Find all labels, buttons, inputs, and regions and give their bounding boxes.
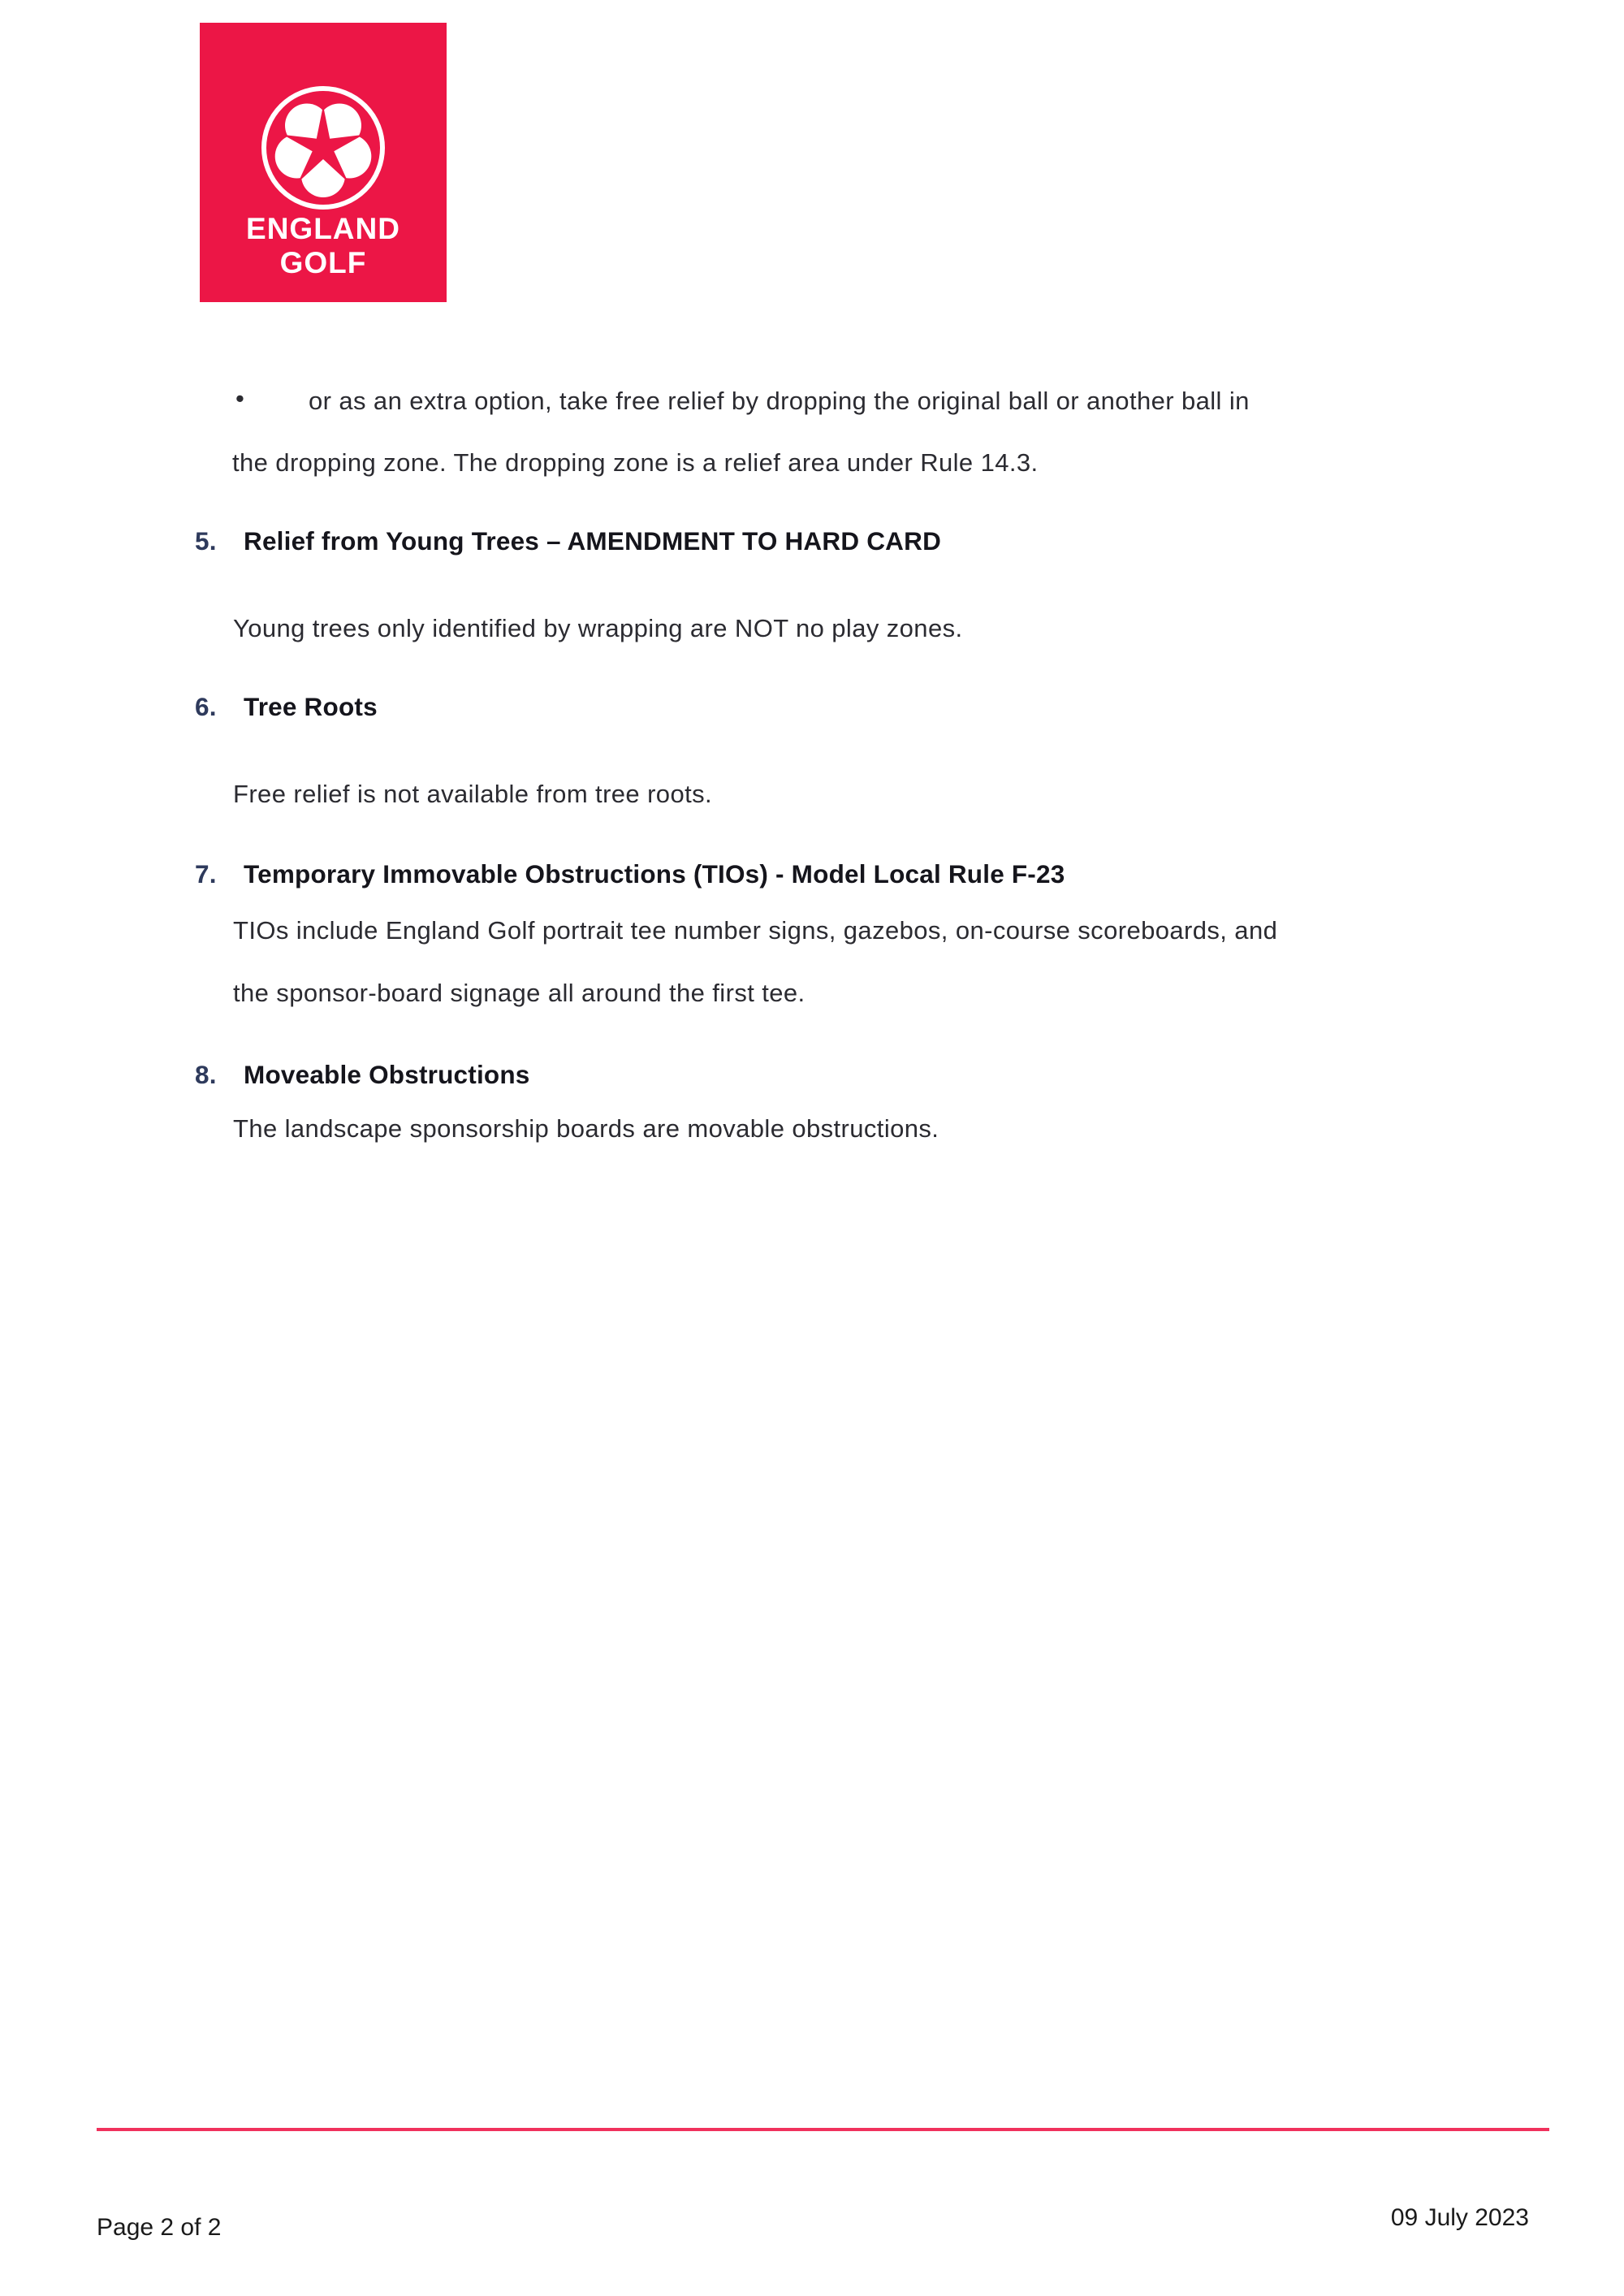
logo-wordmark (200, 212, 447, 280)
section-7-number: 7. (195, 859, 217, 889)
logo-line-golf: GOLF (279, 246, 367, 279)
page-number-label: Page 2 of 2 (97, 2214, 222, 2241)
section-6-body: Free relief is not available from tree roots. (233, 780, 713, 808)
section-5-body: Young trees only identified by wrapping are NOT no play zones. (233, 614, 963, 642)
section-6-number: 6. (195, 692, 217, 721)
section-8-body: The landscape sponsorship boards are movable obstructions. (233, 1114, 939, 1143)
document-date: 09 July 2023 (1390, 2204, 1529, 2231)
section-8-number: 8. (195, 1060, 217, 1089)
section-7-body-line-2: the sponsor-board signage all around the first tee. (233, 979, 806, 1007)
footer-rule-divider (97, 2128, 1549, 2131)
section-5-number: 5. (195, 526, 217, 556)
england-golf-logo (200, 23, 447, 302)
section-6-title: Tree Roots (244, 692, 378, 721)
logo-line-england: ENGLAND (246, 212, 400, 245)
bullet-line-1: or as an extra option, take free relief by dropping the original ball or another ball in (309, 387, 1250, 415)
section-8-title: Moveable Obstructions (244, 1060, 530, 1089)
bullet-line-2: the dropping zone. The dropping zone is a relief area under Rule 14.3. (232, 448, 1039, 477)
section-7-body-line-1: TIOs include England Golf portrait tee number signs, gazebos, on-course scoreboards, and (233, 916, 1278, 945)
section-5-title: Relief from Young Trees – AMENDMENT TO HARD CARD (244, 526, 942, 556)
bullet-marker: • (235, 384, 244, 413)
section-7-title: Temporary Immovable Obstructions (TIOs) - Model Local Rule F-23 (244, 859, 1065, 889)
